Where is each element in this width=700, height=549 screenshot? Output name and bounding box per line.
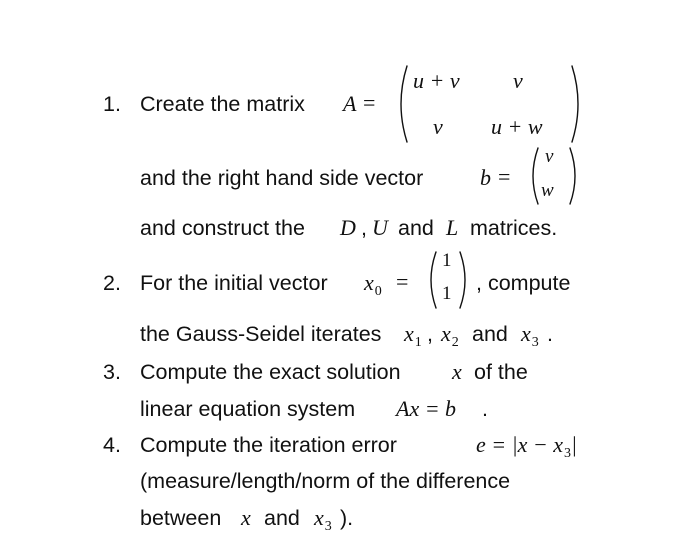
item-3-line2-a: linear equation system [140,397,356,421]
vector-b-right-paren-icon [568,146,582,206]
x0-equals: = [396,269,409,294]
x1-base: x [404,321,414,346]
item-2-number: 2. [103,271,121,295]
item-4-x3-sub: 3 [324,519,332,534]
item-3-number: 3. [103,360,121,384]
item-3-line1-a: Compute the exact solution [140,360,401,384]
x0-sub: 0 [374,284,382,299]
x1-symbol [404,321,422,350]
item-4-x3-base: x [314,505,324,530]
vector-b-name: b [480,165,491,190]
item-2-period: . [547,322,553,346]
vector-x0-left-paren-icon [424,250,438,310]
item-4-line3-b: ). [340,506,354,530]
D-matrix: D [340,215,356,240]
item-1-line3-a: and construct the [140,216,305,240]
item-2-text: For the initial vector [140,271,328,295]
item-2-and: and [472,322,508,346]
x3-symbol [521,321,539,350]
error-rhs-close: | [571,432,578,457]
item-4-number: 4. [103,433,121,457]
vector-x0-entry-1: 1 [442,250,452,271]
item-1-number: 1. [103,92,121,116]
matrix-A-equals: = [363,90,376,115]
item-1-comma: , [361,216,367,240]
matrix-r1c1: u + v [413,68,460,93]
matrix-right-paren-icon [570,64,586,144]
U-matrix: U [372,215,388,240]
x0-base: x [364,270,374,295]
x0-symbol [364,270,382,299]
item-4-x: x [241,505,251,530]
x1-sub: 1 [414,335,422,350]
item-1-and: and [398,216,434,240]
item-4-x3 [314,505,332,534]
item-3-line1-b: of the [474,360,528,384]
error-rhs-sub: 3 [564,446,572,461]
vector-b-entry-1: v [545,146,554,167]
item-4-line1-a: Compute the iteration error [140,433,397,457]
matrix-A-name: A [343,91,357,116]
item-4-line2: (measure/length/norm of the difference [140,469,511,493]
error-lhs: e [476,432,486,457]
error-rhs: = |x − x [491,432,564,457]
item-1-line3-b: matrices. [470,216,558,240]
error-equation [476,432,578,461]
vector-x0-entry-2: 1 [442,283,452,304]
item-2-line2: the Gauss-Seidel iterates [140,322,382,346]
item-2-comma: , [427,322,433,346]
x3-sub: 3 [531,335,539,350]
vector-b-equals: = [498,164,511,189]
item-3-period: . [482,397,488,421]
x2-symbol [441,321,459,350]
x2-sub: 2 [451,335,459,350]
vector-x0-right-paren-icon [458,250,472,310]
matrix-r2c1: v [433,114,443,139]
item-2-suffix: , compute [476,271,571,295]
linear-system-equation: Ax = b [396,396,457,421]
x-solution: x [452,359,462,384]
x3-base: x [521,321,531,346]
matrix-r1c2: v [513,68,523,93]
item-4-and: and [264,506,300,530]
item-1-text-line2: and the right hand side vector [140,166,424,190]
vector-b-entry-2: w [541,180,554,201]
vector-b-left-paren-icon [526,146,540,206]
L-matrix: L [446,215,459,240]
matrix-r2c2: u + w [491,114,543,139]
matrix-left-paren-icon [393,64,409,144]
item-1-text: Create the matrix [140,92,305,116]
item-4-line3-a: between [140,506,222,530]
x2-base: x [441,321,451,346]
